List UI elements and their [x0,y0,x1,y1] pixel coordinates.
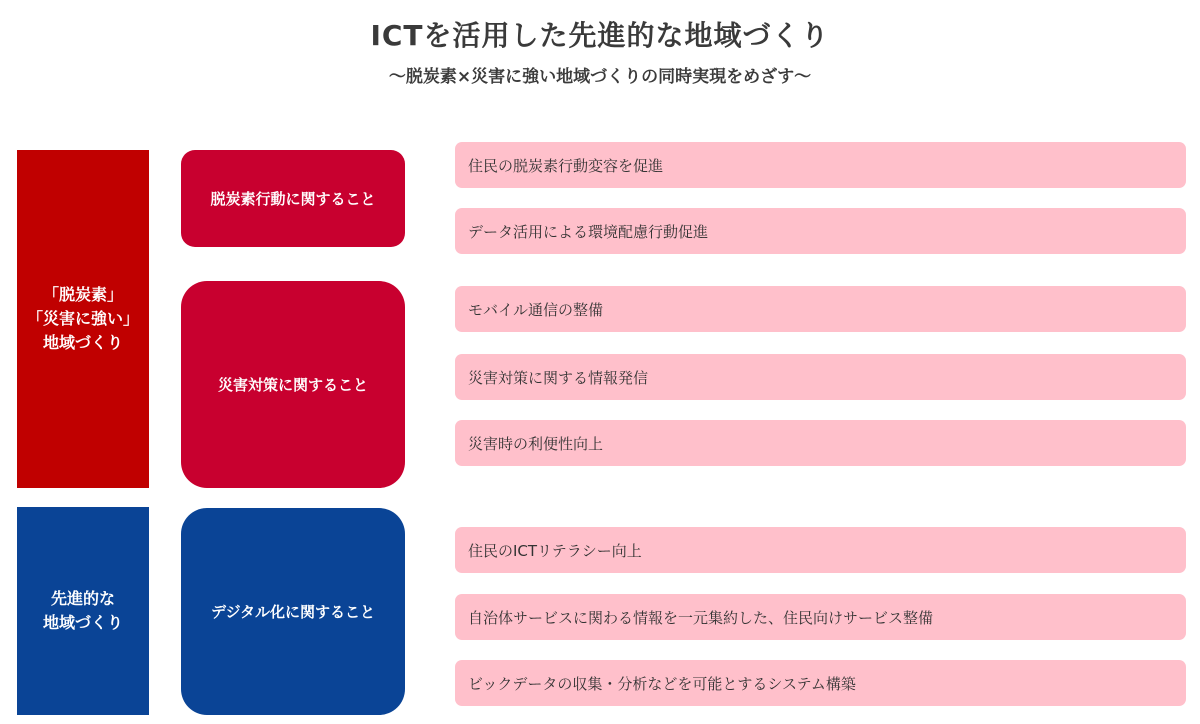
item-big-data-system: ビックデータの収集・分析などを可能とするシステム構築 [455,660,1186,706]
category-digitalization: デジタル化に関すること [181,508,405,715]
item-disaster-info: 災害対策に関する情報発信 [455,354,1186,400]
diagram-subtitle: ～脱炭素×災害に強い地域づくりの同時実現をめざす～ [388,67,812,87]
category-disaster-countermeasures: 災害対策に関すること [181,281,405,488]
item-unified-services: 自治体サービスに関わる情報を一元集約した、住民向けサービス整備 [455,594,1186,640]
goal-advanced-community: 先進的な 地域づくり [17,507,149,715]
item-disaster-convenience: 災害時の利便性向上 [455,420,1186,466]
item-decarbonization-behavior-change: 住民の脱炭素行動変容を促進 [455,142,1186,188]
diagram-title: ICTを活用した先進的な地域づくり [370,19,830,52]
category-decarbonization-action: 脱炭素行動に関すること [181,150,405,247]
item-ict-literacy: 住民のICTリテラシー向上 [455,527,1186,573]
item-data-eco-action: データ活用による環境配慮行動促進 [455,208,1186,254]
goal-decarbonization-resilience: 「脱炭素」 「災害に強い」 地域づくり [17,150,149,488]
item-mobile-network: モバイル通信の整備 [455,286,1186,332]
